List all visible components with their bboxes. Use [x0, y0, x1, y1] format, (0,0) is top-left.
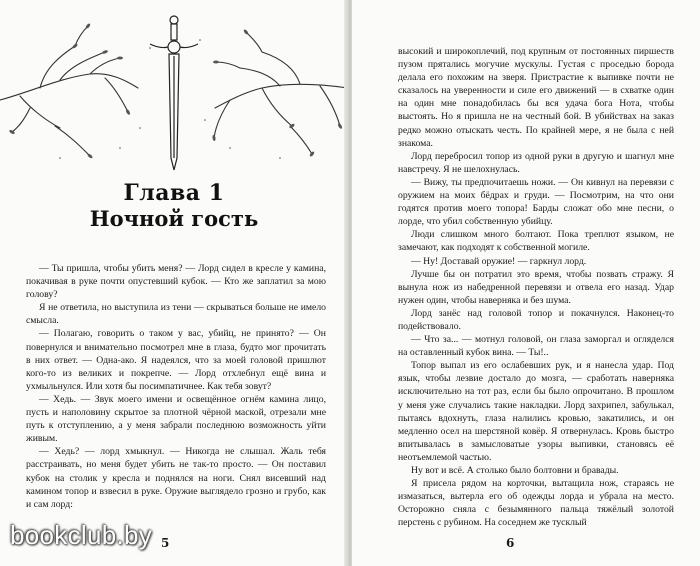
- paragraph: Я присела рядом на корточки, вытащила нож, стараясь не измазаться, вытерла его об одежды лорда и убрала на место. Осторожно сняла с безымянного пальца тяжёлый золотой перстень с рубином. На соседнем же тусклый: [398, 478, 674, 529]
- paragraph: — Ты пришла, чтобы убить меня? — Лорд сидел в кресле у камина, покачивая в руке почти опустевший кубок. — Кто же заплатил за мою голову?: [26, 263, 326, 301]
- chapter-number: Глава 1: [123, 180, 225, 206]
- chapter-title: Ночной гость: [89, 206, 259, 231]
- paragraph: — Полагаю, говорить о таком у вас, убийц, не принято? — Он повернулся и внимательно посмотрел мне в глаза, будто мог прочитать в них ответ. — Одна-ако. Я надеялся, что за моей головой пришлют кого-то из великих и покрепче. — Лорд отхлебнул ещё вина и ухмыльнулся. Или хотя бы посимпатичнее. Как тебя зовут?: [26, 328, 326, 392]
- paragraph: Лорд занёс над головой топор и покачнулся. Наконец-то подействовало.: [398, 307, 674, 332]
- bookclub-watermark: bookclub.by: [10, 520, 153, 550]
- left-page: [0, 0, 348, 566]
- paragraph: — Хедь? — лорд хмыкнул. — Никогда не слышал. Жаль тебя расстраивать, но меня будет убить не так-то просто. — Он поставил кубок на столик у кресла и поднялся на ноги. Снял висевший над камином топор и взвесил в руке. Оружие выглядело грозно и грубо, как и сам лорд:: [26, 446, 326, 510]
- paragraph: — Вижу, ты предпочитаешь ножи. — Он кивнул на перевязи с оружием на моих бёдрах и груди. — Посмотрим, на что они годятся против моего топора! Барды сложат обо мне песни, о лорде, что убил собственную убийцу.: [398, 176, 674, 228]
- page-number: 6: [506, 536, 515, 550]
- paragraph: Люди слишком много болтают. Пока треплют языком, не замечают, как подходят к собственной могиле.: [398, 229, 674, 254]
- right-page-text: [398, 45, 674, 529]
- left-page-text: [26, 262, 326, 511]
- paragraph: Я не ответила, но выступила из тени — скрываться больше не имело смысла.: [26, 302, 326, 327]
- paragraph: Топор выпал из его ослабевших рук, и я нанесла удар. Под язык, чтобы лезвие достало до мозга, — сработать наверняка исключительно на тот раз, если бы было опрочитано. В прошлом у меня уже случались такие накладки. Лорд захрипел, забулькал, пытаясь вдохнуть, глаза налились кровью, закатились, и он медленно осел на шерстяной ковёр. Я отвернулась. Кровь быстро впитывалась в замысловатые узоры выпивки, становясь её неотъемлемой частью.: [398, 360, 674, 463]
- paragraph: Ну вот и всё. А столько было болтовни и бравады.: [411, 465, 619, 476]
- paragraph: — Хедь. — Звук моего имени и освещённое огнём камина лицо, пусть и наполовину скрытое за плотной чёрной маской, отрезали мне путь к отступлению, а у меня забрали последнюю возможность уйти живым.: [26, 393, 326, 445]
- paragraph: Лучше бы он потратил это время, чтобы позвать стражу. Я вынула нож из набедренной перевязи и отвела его назад. Удар нужен один, чтобы наверняка и без шума.: [398, 268, 674, 306]
- paragraph: высокий и широкоплечий, под крупным от постоянных пиршеств пузом прятались могучие мускулы. Густая с проседью борода делала его похожим на зверя. Пристрастие к выпивке почти не сказалось на уверенности и силе его движений — в схватке один на один мне понадобилась бы вся удача бога Нота, чтобы выстоять. Но я пришла не на честный бой. В убийствах на заказ редко можно отыскать честь. По крайней мере, я не была с ней знакома.: [398, 46, 674, 149]
- paragraph: Лорд перебросил топор из одной руки в другую и шагнул мне навстречу. Я не шелохнулась.: [398, 150, 674, 175]
- right-page: [352, 0, 700, 566]
- sword-and-branches-illustration: [0, 8, 348, 178]
- paragraph: — Ну! Доставай оружие! — гаркнул лорд.: [411, 255, 587, 267]
- page-number: 5: [161, 536, 170, 550]
- paragraph: — Что за... — мотнул головой, он глаза заморгал и огляделся на оставленный кубок вина. — Ты!..: [398, 334, 674, 359]
